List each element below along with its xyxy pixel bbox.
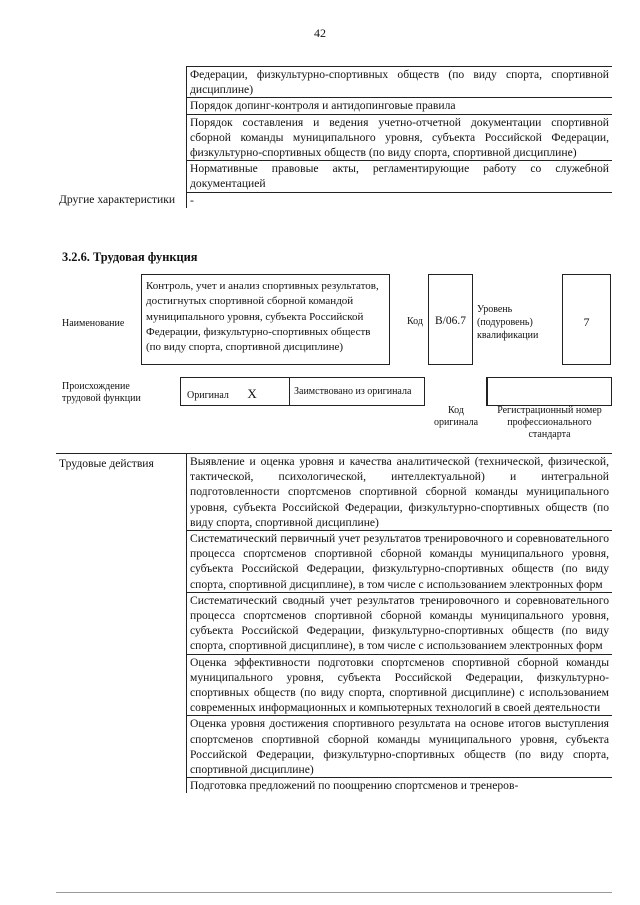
knowledge-item: Нормативные правовые акты, регламентирующие работу со служебной документацией bbox=[187, 161, 613, 192]
table-row-other bbox=[56, 192, 612, 208]
original-cell bbox=[180, 377, 290, 406]
labor-action-item: Оценка эффективности подготовки спортсменов спортивной сборной команды муниципального уровня, субъекта Российской Федерации, физкультурно-спортивных обществ (по виду спорта, спортивной дисциплине) с использованием современных информационных и компьютерных технологий в своей деятельности bbox=[187, 654, 613, 716]
labor-action-item: Подготовка предложений по поощрению спортсменов и тренеров- bbox=[187, 778, 613, 794]
knowledge-item: Порядок допинг-контроля и антидопинговые правила bbox=[187, 98, 613, 114]
page-number: 42 bbox=[314, 26, 326, 40]
labor-action-item: Оценка уровня достижения спортивного результата на основе итогов выступления спортсменов спортивной сборной команды муниципального уровня, субъекта Российской Федерации, физкультурно-спортивных обществ (по виду спорта, спортивной дисциплине) bbox=[187, 716, 613, 778]
table-row bbox=[56, 98, 612, 114]
row-label bbox=[56, 114, 187, 161]
function-name-box: Контроль, учет и анализ спортивных результатов, достигнутых спортивной сборной командой муниципального уровня, субъекта Российской Федерации, физкультурно-спортивных обществ (по виду спорта, спортивной дисциплине) bbox=[141, 274, 390, 365]
row-label bbox=[56, 67, 187, 98]
table-row bbox=[56, 161, 612, 192]
borrowed-label: Заимствовано из оригинала bbox=[290, 377, 425, 406]
registration-number-cell bbox=[487, 377, 612, 406]
origin-label: Происхождение трудовой функции bbox=[62, 381, 141, 404]
labor-action-item: Систематический первичный учет результатов тренировочного и соревновательного процесса спортсменов спортивной сборной команды муниципального уровня, субъекта Российской Федерации, физкультурно-спортивных обществ (по виду спорта, спортивной дисциплине), в том числе с использованием электронных форм bbox=[187, 531, 613, 593]
code-value: B/06.7 bbox=[428, 274, 473, 365]
knowledge-item: Порядок составления и ведения учетно-отчетной документации спортивной сборной команды муниципального уровня, субъекта Российской Федерации, физкультурно-спортивных обществ (по виду спорта, спортивной дисциплине) bbox=[187, 114, 613, 161]
origin-row bbox=[180, 377, 612, 406]
registration-number-caption: Регистрационный номер профессионального стандарта bbox=[497, 405, 602, 440]
page-bottom-rule bbox=[56, 892, 612, 893]
labor-action-item: Выявление и оценка уровня и качества аналитической (технической, физической, тактической, психологической, интеллектуальной) и интегральной подготовленности спортсменов спортивной сборной команды муниципального уровня, субъекта Российской Федерации, физкультурно-спортивных обществ (по виду спорта, спортивной дисциплине) bbox=[187, 454, 613, 531]
original-mark: X bbox=[247, 386, 257, 401]
original-code-caption: Код оригинала bbox=[433, 405, 479, 428]
naming-label: Наименование bbox=[62, 318, 125, 329]
row-label bbox=[56, 161, 187, 192]
table-row bbox=[56, 454, 612, 531]
labor-action-item: Систематический сводный учет результатов тренировочного и соревновательного процесса спортсменов спортивной сборной команды муниципального уровня, субъекта Российской Федерации, физкультурно-спортивных обществ (по виду спорта, спортивной дисциплине), в том числе с использованием электронных форм bbox=[187, 592, 613, 654]
other-characteristics-value: - bbox=[187, 192, 613, 208]
section-heading: 3.2.6. Трудовая функция bbox=[62, 250, 198, 264]
other-characteristics-label: Другие характеристики bbox=[56, 192, 187, 208]
labor-actions-label: Трудовые действия bbox=[56, 454, 187, 794]
original-label: Оригинал bbox=[187, 390, 229, 401]
original-code-cell bbox=[425, 377, 487, 406]
knowledge-item: Федерации, физкультурно-спортивных обществ (по виду спорта, спортивной дисциплине) bbox=[187, 67, 613, 98]
code-label: Код bbox=[407, 316, 423, 327]
table-row bbox=[56, 67, 612, 98]
qualification-level-value: 7 bbox=[562, 274, 611, 365]
labor-actions-table bbox=[56, 453, 612, 793]
knowledge-table-continuation bbox=[56, 66, 612, 208]
table-row bbox=[56, 114, 612, 161]
row-label bbox=[56, 98, 187, 114]
qualification-level-label: Уровень (подуровень) квалификации bbox=[477, 304, 539, 341]
